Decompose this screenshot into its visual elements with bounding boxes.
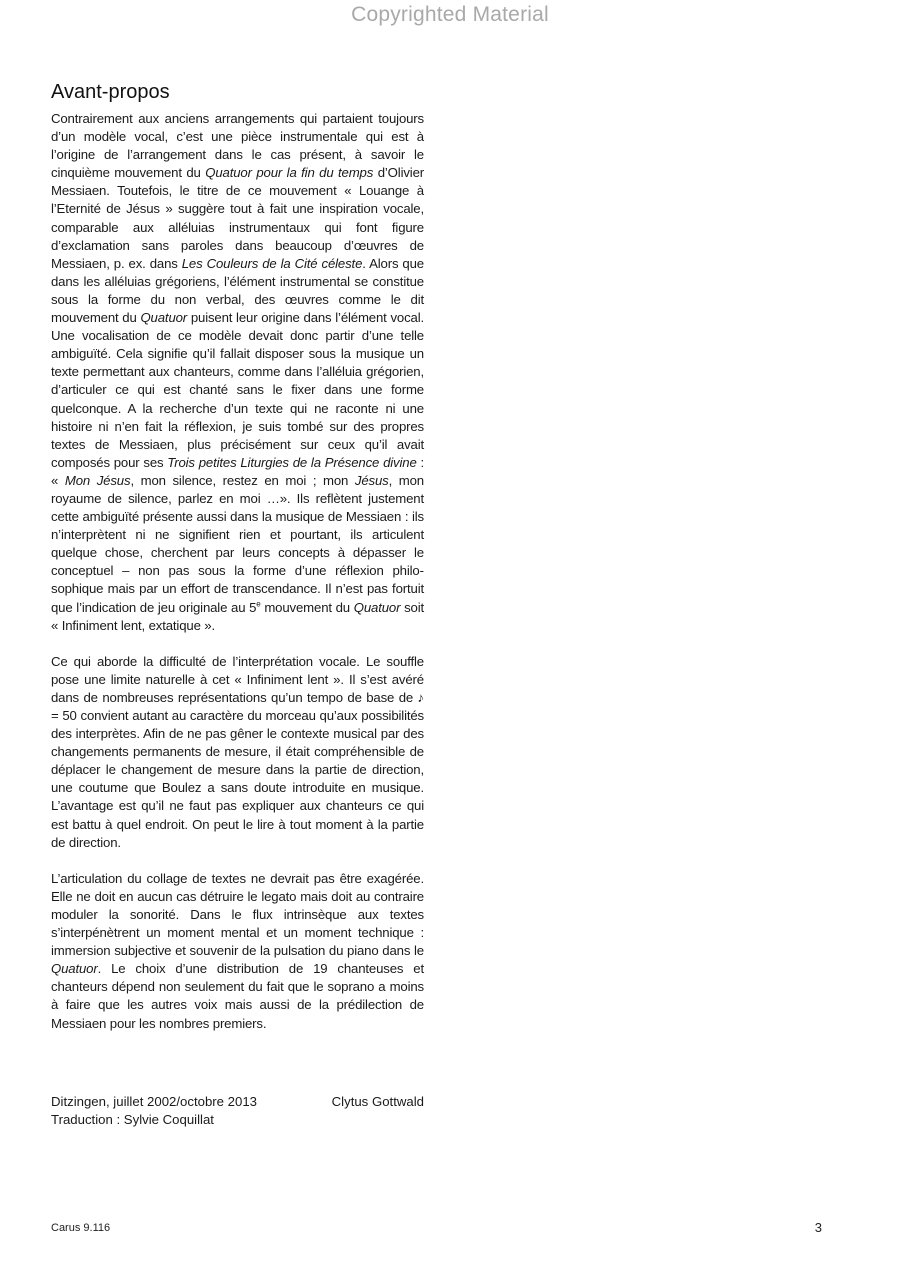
text-run: . Le choix d’une distribution de 19 chanteuses et chanteurs dépend non seulement du fait que le soprano a moins à faire que les autres voix mais aussi de la prédilection de Messiaen pour les nombres premiers.: [51, 961, 424, 1031]
text-run: Quatuor: [353, 599, 401, 615]
paragraph-1: [51, 110, 424, 635]
text-run: Quatuor pour la fin du temps: [205, 165, 374, 181]
text-run: Ce qui aborde la difficulté de l’interprétation vocale. Le souffle pose une limite naturelle à cet « Infiniment lent ». Il s’est avéré dans de nombreuses représentations qu’un tempo de base de ♪ = 50 convient autant au caractère du morceau qu’aux possibilités des interprètes. Afin de ne pas gêner le contexte musical par des changements permanents de mesure, il était compréhensible de déplacer le changement de mesure dans la partie de direction, une coutume que Boulez a sans doute introduite en musique. L’avantage est qu’il ne faut pas expliquer aux chanteurs ce qui est battu à quel endroit. On peut le lire à tout moment à la partie de direction.: [51, 653, 424, 850]
text-run: Quatuor: [140, 310, 188, 326]
text-run: L’articulation du collage de textes ne devrait pas être exagérée. Elle ne doit en aucun cas détruire le legato mais doit au contraire moduler la sonorité. Dans le flux intrinsèque aux textes s’interpénètrent un moment mental et un moment technique : immersion subjective et souvenir de la pulsation du piano dans le: [51, 870, 424, 959]
text-run: , mon silence, restez en moi ; mon: [130, 472, 355, 488]
text-run: d’Olivier Messiaen. Toutefois, le titre de ce mouvement « Louange à l’Eternité de Jésus » suggère tout à fait une inspiration vocale, comparable aux alléluias instrumentaux qui font figure d’exclamation sans paroles dans beaucoup d’œuvres de Messiaen, p. ex. dans: [51, 165, 425, 271]
text-run: , mon royaume de silence, parlez en moi …». Ils reflètent justement cette ambiguïté présente aussi dans la musique de Messiaen : ils n’interprètent ni ne signifient rien et pourtant, ils articulent quelque chose, cherchent par leurs concepts à dépasser le conceptuel – non pas sous la forme d’une réflexion philosophique mais par un effort de transcendance. Il n’est pas fortuit que l’indication de jeu originale au 5: [51, 472, 424, 615]
text-run: mouvement du: [260, 599, 354, 615]
foreword-body: [51, 110, 424, 1033]
text-run: Jésus: [354, 472, 389, 488]
text-run: : «: [51, 454, 424, 488]
page-title: Avant-propos: [51, 81, 170, 104]
text-run: . Alors que dans les alléluias grégoriens, l’élément instrumental se constitue sous la forme du non verbal, des œuvres comme le dit mouvement du: [51, 255, 424, 326]
text-run: Trois petites Liturgies de la Présence divine: [167, 454, 417, 470]
page-number: 3: [814, 1220, 822, 1235]
text-run: soit « Infiniment lent, extatique ».: [51, 599, 424, 633]
text-run: puisent leur origine dans l’élément vocal. Une vocalisation de ce modèle devait donc partir d’une telle ambiguïté. Cela signifie qu’il fallait disposer sous la musique un texte permettant aux chanteurs, comme dans l’alléluia grégorien, d’articuler ce qui est chanté sans le fixer dans une forme quelconque. A la recherche d’un texte qui ne raconte ni une histoire ni n’en fait la réflexion, je suis tombé sur des propres textes de Messiaen, plus précisément sur ceux qu’il avait composés pour ses: [51, 310, 424, 470]
signature-block: [51, 1093, 424, 1129]
copyright-watermark: Copyrighted Material: [351, 3, 549, 26]
paragraph-3: [51, 870, 424, 1033]
text-run: Mon Jésus: [64, 472, 131, 488]
author-name: Clytus Gottwald: [331, 1094, 424, 1109]
place-date: Ditzingen, juillet 2002/octobre 2013: [51, 1094, 258, 1109]
text-run: Les Couleurs de la Cité céleste: [181, 255, 363, 271]
translation-credit: Traduction : Sylvie Coquillat: [51, 1112, 214, 1127]
text-run: Quatuor: [51, 961, 98, 977]
catalog-number: Carus 9.116: [51, 1222, 111, 1234]
paragraph-2: [51, 653, 424, 852]
text-run: e: [256, 599, 261, 609]
text-run: Contrairement aux anciens arrangements qui partaient toujours d’un modèle vocal, c’est une pièce instrumentale qui est à l’origine de l’arrangement dans le cas présent, à savoir le cinquième mouvement du: [51, 111, 424, 181]
